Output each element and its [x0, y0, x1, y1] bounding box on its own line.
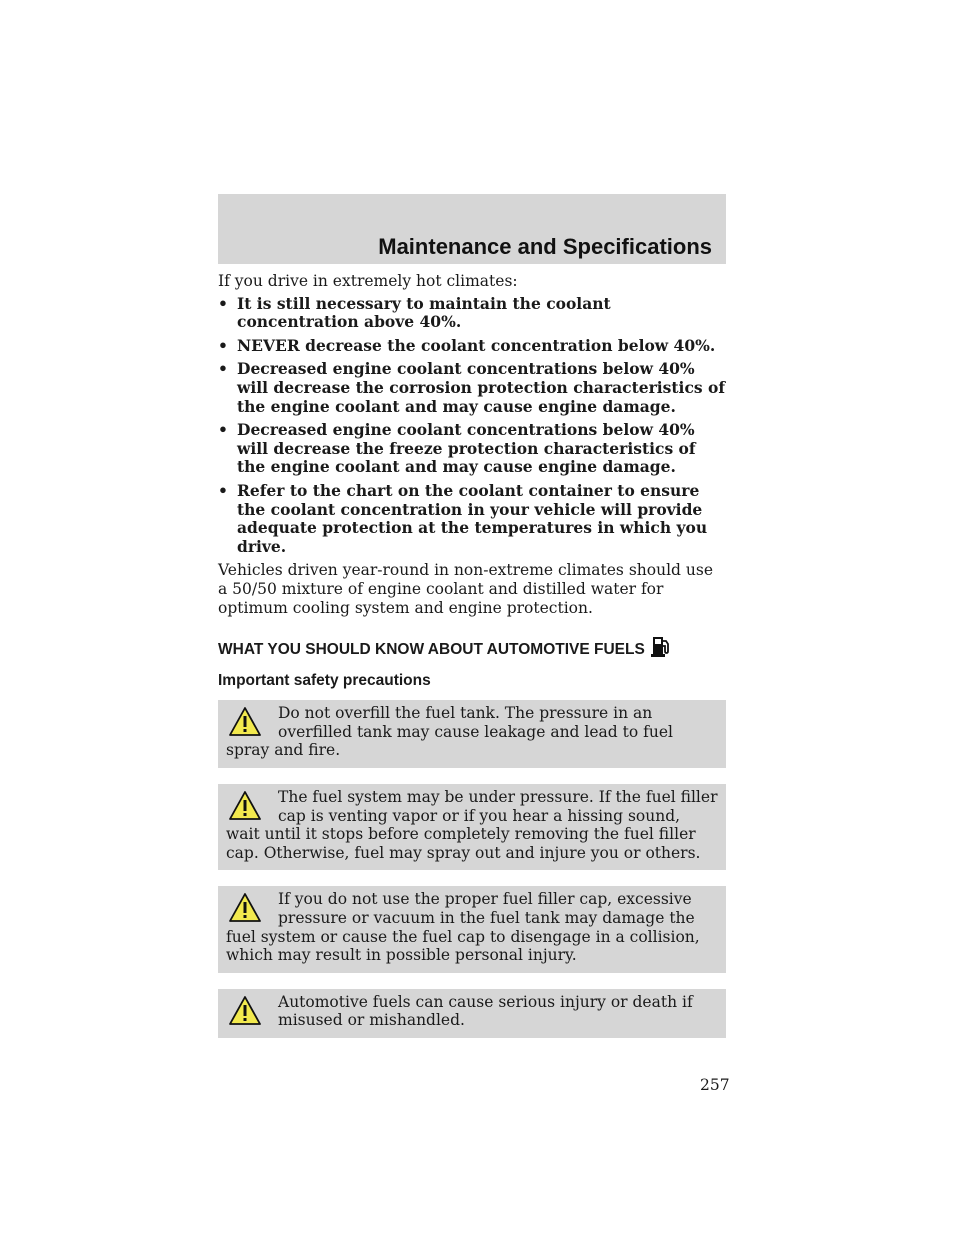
- subheading: Important safety precautions: [218, 671, 431, 689]
- warning-box: [218, 784, 726, 870]
- warning-text: If you do not use the proper fuel filler cap, excessive pressure or vacuum in the fuel tank may damage the fuel system or cause the fuel cap to disengage in a collision, which may result in possible personal injury.: [226, 890, 700, 965]
- section-header-band: [218, 194, 726, 264]
- list-item: • NEVER decrease the coolant concentration below 40%.: [218, 335, 716, 355]
- list-item: • It is still necessary to maintain the coolant concentration above 40%.: [218, 293, 611, 332]
- coolant-bullet-list: [218, 295, 726, 557]
- warning-triangle-icon: [228, 790, 262, 822]
- warning-box: [218, 700, 726, 768]
- warning-text: Automotive fuels can cause serious injury or death if misused or mishandled.: [278, 992, 693, 1030]
- section-heading: WHAT YOU SHOULD KNOW ABOUT AUTOMOTIVE FUELS: [218, 635, 726, 660]
- body-paragraph: Vehicles driven year-round in non-extreme climates should use a 50/50 mixture of engine coolant and distilled water for optimum cooling system and engine protection.: [218, 561, 713, 617]
- warning-box: [218, 989, 726, 1038]
- warning-triangle-icon: [228, 995, 262, 1027]
- section-title: Maintenance and Specifications: [378, 234, 712, 259]
- page-number: 257: [700, 1076, 730, 1094]
- warning-box: [218, 886, 726, 972]
- warning-triangle-icon: [228, 892, 262, 924]
- page-content: [218, 272, 726, 1054]
- list-item: • Decreased engine coolant concentrations below 40% will decrease the corrosion protection characteristics of the engine coolant and may cause engine damage.: [218, 359, 726, 416]
- intro-text: If you drive in extremely hot climates:: [218, 272, 518, 290]
- list-item: • Decreased engine coolant concentrations below 40% will decrease the freeze protection characteristics of the engine coolant and may cause engine damage.: [218, 420, 696, 477]
- list-item: • Refer to the chart on the coolant container to ensure the coolant concentration in your vehicle will provide adequate protection at the temperatures in which you drive.: [218, 480, 708, 556]
- warning-text: The fuel system may be under pressure. If the fuel filler cap is venting vapor or if you hear a hissing sound, wait until it stops before completely removing the fuel filler cap. Otherwise, fuel may spray out and injure you or others.: [226, 788, 718, 862]
- warning-text: Do not overfill the fuel tank. The pressure in an overfilled tank may cause leakage and lead to fuel spray and fire.: [226, 704, 673, 760]
- fuel-pump-icon: [651, 635, 671, 657]
- warning-triangle-icon: [228, 706, 262, 738]
